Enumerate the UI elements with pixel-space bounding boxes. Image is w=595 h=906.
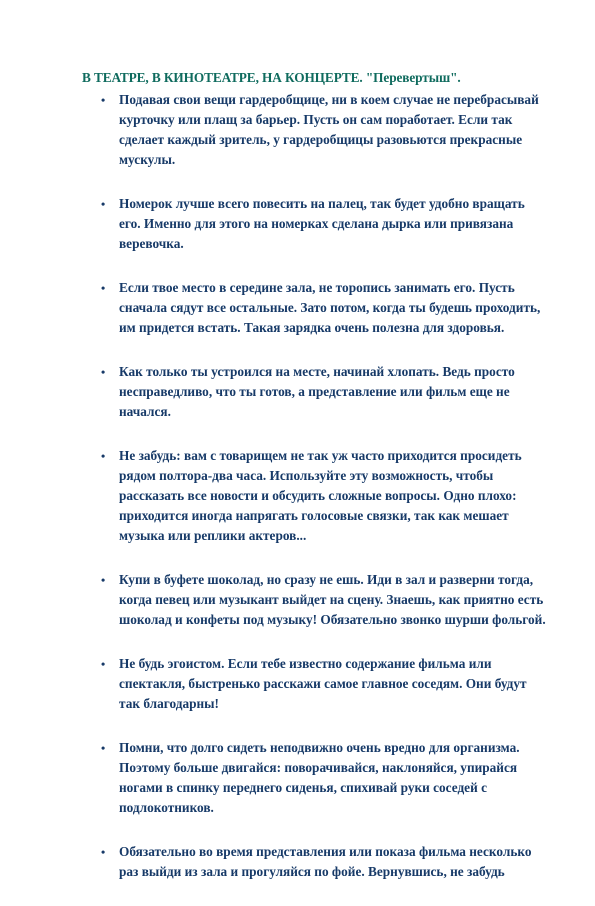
list-item [0,90,549,170]
bullet-icon: • [101,197,106,211]
document-title: В ТЕАТРЕ, В КИНОТЕАТРЕ, НА КОНЦЕРТЕ. "Перевертыш". [82,70,461,85]
list-item [0,446,549,546]
tip-text: Номерок лучше всего повесить на палец, так будет удобно вращать его. Именно для этого на номерках сделана дырка или привязана веревочка. [119,196,525,251]
list-item [0,842,549,882]
tip-text: Если твое место в середине зала, не торопись занимать его. Пусть сначала сядут все остальные. Зато потом, когда ты будешь проходить, им придется встать. Такая зарядка очень полезна для здоровья. [119,280,541,335]
tip-text: Обязательно во время представления или показа фильма несколько раз выйди из зала и прогуляйся по фойе. Вернувшись, не забудь [119,844,532,879]
bullet-icon: • [101,365,106,379]
tip-text: Как только ты устроился на месте, начинай хлопать. Ведь просто несправедливо, что ты готов, а представление или фильм еще не начался. [119,364,515,419]
list-item [0,654,549,714]
list-item [0,738,549,818]
bullet-icon: • [101,281,106,295]
bullet-icon: • [101,741,106,755]
list-item [0,194,549,254]
bullet-icon: • [101,573,106,587]
list-item [0,570,549,630]
bullet-icon: • [101,93,106,107]
tip-text: Не будь эгоистом. Если тебе известно содержание фильма или спектакля, быстренько расскажи самое главное соседям. Они будут так благодарны! [119,656,527,711]
tips-list [0,90,595,906]
list-item [0,362,549,422]
bullet-icon: • [101,657,106,671]
bullet-icon: • [101,449,106,463]
tip-text: Помни, что долго сидеть неподвижно очень вредно для организма. Поэтому больше двигайся: поворачивайся, наклоняйся, упирайся ногами в спинку переднего сиденья, спихивай руки соседей с подлокотников. [119,740,520,815]
bullet-icon: • [101,845,106,859]
tip-text: Не забудь: вам с товарищем не так уж часто приходится просидеть рядом полтора-два часа. Используйте эту возможность, чтобы рассказать все новости и обсудить сложные вопросы. Одно плохо: приходится иногда напрягать голосовые связки, так как мешает музыка или реплики актеров... [119,448,522,543]
list-item [0,278,549,338]
tip-text: Подавая свои вещи гардеробщице, ни в коем случае не перебрасывай курточку или плащ за барьер. Пусть он сам поработает. Если так сделает каждый зритель, у гардеробщицы разовьются прекрасные мускулы. [119,92,539,167]
tip-text: Купи в буфете шоколад, но сразу не ешь. Иди в зал и разверни тогда, когда певец или музыкант выйдет на сцену. Знаешь, как приятно есть шоколад и конфеты под музыку! Обязательно звонко шурши фольгой. [119,572,546,627]
